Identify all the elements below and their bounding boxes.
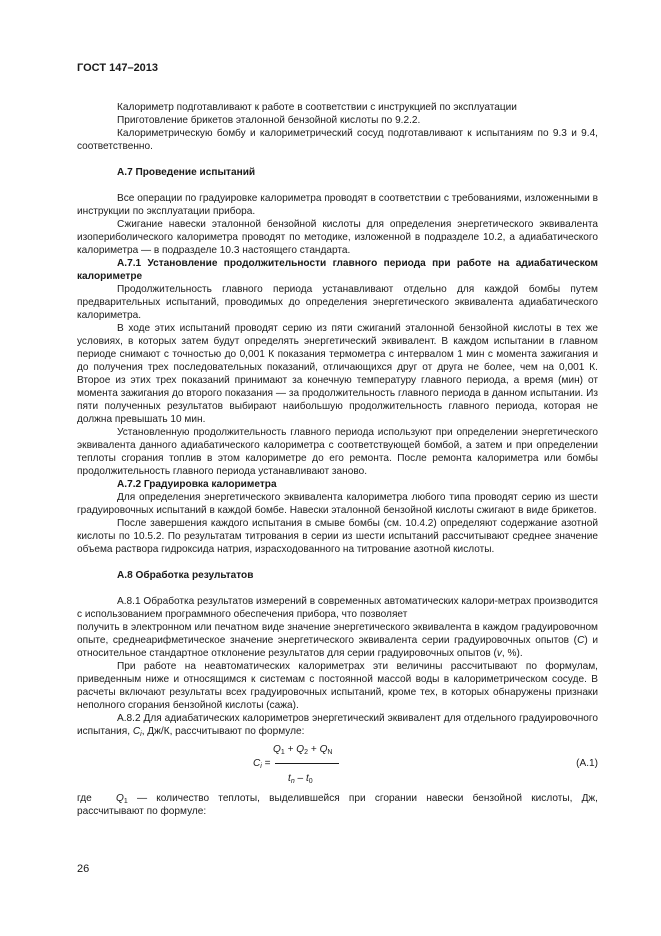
intro-paragraph-3: Калориметрическую бомбу и калориметрический сосуд подготавливают к испытаниям по 9.3 и 9.4, соответственно. (77, 128, 598, 152)
a8-paragraph-1: А.8.1 Обработка результатов измерений в современных автоматических калори-метрах производится с использованием программного обеспечения прибора, что позволяет (77, 596, 598, 620)
a8-paragraph-2: получить в электронном или печатном виде значение энергетического эквивалента в каждом градуировочном опыте, среднеарифметическое значение энергетического эквивалента серии градуировочных опытов (C) и относительное стандартное отклонение результатов для серии градуировочных опытов (v, %). (77, 622, 598, 659)
a71-paragraph-3: Установленную продолжительность главного периода используют при определении энергетического эквивалента данного адиабатического калориметра с соответствующей бомбой, а затем и при определении теплоты сгорания топлив в этом калориметре до его ремонта. После ремонта калориметра или бомбы продолжительность главного периода устанавливают заново. (77, 427, 598, 477)
formula-denominator: $t_n - t_0$ (288, 773, 313, 785)
section-a8-title: А.8 Обработка результатов (117, 570, 254, 581)
section-a7-title: А.7 Проведение испытаний (117, 167, 256, 178)
page-number: 26 (77, 863, 90, 875)
page-content (77, 101, 598, 818)
a7-paragraph-2: Сжигание навески эталонной бензойной кислоты для определения энергетического эквивалента изопериболического калориметра проводят по методике, изложенной в подразделе 10.2, а адиабатического калориметра — в подразделе 10.3 настоящего стандарта. (77, 219, 598, 256)
intro-paragraph-1: Калориметр подготавливают к работе в соответствии с инструкцией по эксплуатации (117, 102, 517, 113)
a71-paragraph-2: В ходе этих испытаний проводят серию из пяти сжиганий эталонной бензойной кислоты в тех же условиях, в которых затем будут определять энергетический эквивалент. В каждом испытании в главном периоде снимают с точностью до 0,001 К показания термометра с интервалом 1 мин с момента зажигания и до получения трех последовательных показаний, отличающихся друг от друга не более, чем на 0,001 К. Второе из этих трех показаний принимают за конечную температуру главного периода, а время (мин) от момента зажигания до второго показания — за продолжительность главного периода в данном испытании. Из пяти полученных результатов выбирают наибольшую продолжительность главного периода, которая не должна превышать 10 мин. (77, 323, 598, 425)
document-header: ГОСТ 147–2013 (77, 62, 159, 74)
subsection-a71-title: А.7.1 Установление продолжительности главного периода при работе на адиабатическом калориметре (77, 258, 598, 282)
intro-paragraph-2: Приготовление брикетов эталонной бензойной кислоты по 9.2.2. (117, 115, 421, 126)
a7-paragraph-1: Все операции по градуировке калориметра проводят в соответствии с требованиями, изложенными в инструкции по эксплуатации прибора. (77, 193, 598, 217)
where-definition: где $Q_1$ — количество теплоты, выделившейся при сгорании навески бензойной кислоты, Дж, рассчитывают по формуле: (77, 793, 598, 817)
formula-numerator: $Q_1 + Q_2 + Q_N$ (273, 744, 333, 756)
fraction-bar (275, 763, 339, 764)
a72-paragraph-2: После завершения каждого испытания в смыве бомбы (см. 10.4.2) определяют содержание азотной кислоты по 10.5.2. По результатам титрования в серии из шести испытаний рассчитывают среднее значение объема раствора гидроксида натрия, израсходованного на титрование азотной кислоты. (77, 518, 598, 555)
formula-lhs: $C_i$ = (253, 758, 271, 770)
subsection-a72-title: А.7.2 Градуировка калориметра (117, 479, 277, 490)
a8-paragraph-3: При работе на неавтоматических калориметрах эти величины рассчитывают по формулам, приведенным ниже и относящимся к системам с постоянной массой воды в калориметрическом сосуде. В расчеты включают результаты всех градуировочных испытаний, кроме тех, в которых обнаружены признаки неполного сгорания бензойной кислоты (сажа). (77, 661, 598, 711)
a71-paragraph-1: Продолжительность главного периода устанавливают отдельно для каждой бомбы путем предварительных испытаний, проводимых до определения энергетического эквивалента адиабатического калориметра. (77, 284, 598, 321)
a8-paragraph-4: А.8.2 Для адиабатических калориметров энергетический эквивалент для отдельного градуировочного испытания, $C_i$, Дж/К, рассчитывают по формуле: (77, 713, 598, 738)
a72-paragraph-1: Для определения энергетического эквивалента калориметра любого типа проводят серию из шести градуировочных испытаний в каждой бомбе. Навески эталонной бензойной кислоты сжигают в виде брикетов. (77, 492, 598, 516)
formula-number: (А.1) (576, 758, 598, 769)
formula-a1 (77, 740, 598, 788)
